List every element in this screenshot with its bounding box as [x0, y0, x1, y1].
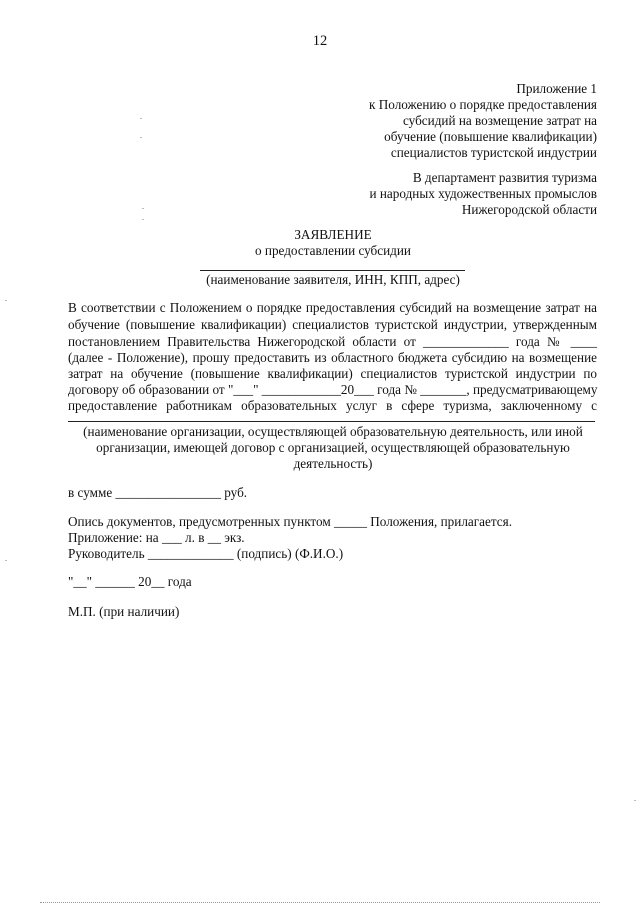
body-line: затрат на обучение (повышение квалификации) специалистов туристской индустрии по [68, 366, 597, 381]
body-line: (далее - Положение), прошу предоставить из областного бюджета субсидию на возмещение [68, 350, 597, 365]
applicant-name-line [200, 270, 465, 271]
scan-artifact [142, 208, 144, 209]
document-title: ЗАЯВЛЕНИЕ [294, 227, 372, 242]
addressee-line: и народных художественных промыслов [369, 186, 597, 201]
attachment-line: Приложение: на ___ л. в __ экз. [68, 530, 245, 545]
appendix-line: Приложение 1 [516, 81, 597, 96]
organization-caption-line: организации, имеющей договор с организацией, осуществляющей образовательную [96, 440, 570, 455]
scan-artifact [634, 800, 636, 801]
body-line: обучение (повышение квалификации) специалистов туристской индустрии, утвержденным [68, 317, 597, 332]
appendix-line: к Положению о порядке предоставления [369, 97, 597, 112]
body-line: предоставление работникам образовательных услуг в сфере туризма, заключенному с [68, 398, 597, 413]
bottom-scan-edge [40, 902, 600, 903]
document-subtitle: о предоставлении субсидии [255, 243, 411, 258]
addressee-line: Нижегородской области [461, 202, 597, 217]
body-line: договору об образовании от "___" ____________20___ года № _______, предусматривающему [68, 382, 598, 397]
scan-artifact [140, 137, 142, 138]
stamp-line: М.П. (при наличии) [68, 604, 180, 619]
appendix-line: обучение (повышение квалификации) [384, 129, 597, 144]
date-line: "__" ______ 20__ года [68, 574, 192, 589]
organization-caption-line: деятельность) [293, 456, 373, 471]
applicant-caption: (наименование заявителя, ИНН, КПП, адрес) [206, 272, 460, 287]
scan-artifact [5, 560, 7, 561]
scan-artifact [142, 219, 144, 220]
documents-line: Опись документов, предусмотренных пунктом _____ Положения, прилагается. [68, 514, 513, 529]
addressee-line: В департамент развития туризма [412, 170, 597, 185]
body-line: В соответствии с Положением о порядке предоставления субсидий на возмещение затрат на [68, 300, 597, 315]
scan-artifact [140, 118, 142, 119]
appendix-line: субсидий на возмещение затрат на [403, 113, 597, 128]
organization-name-line [68, 421, 595, 422]
amount-line: в сумме ________________ руб. [68, 485, 248, 500]
scan-artifact [5, 300, 7, 301]
organization-caption-line: (наименование организации, осуществляющей образовательную деятельность, или иной [83, 424, 583, 439]
page-number: 12 [312, 33, 328, 49]
body-line: постановлением Правительства Нижегородской области от _____________ года № ____ [68, 334, 597, 349]
appendix-line: специалистов туристской индустрии [390, 145, 597, 160]
head-signature-line: Руководитель _____________ (подпись) (Ф.И.О.) [68, 546, 344, 561]
